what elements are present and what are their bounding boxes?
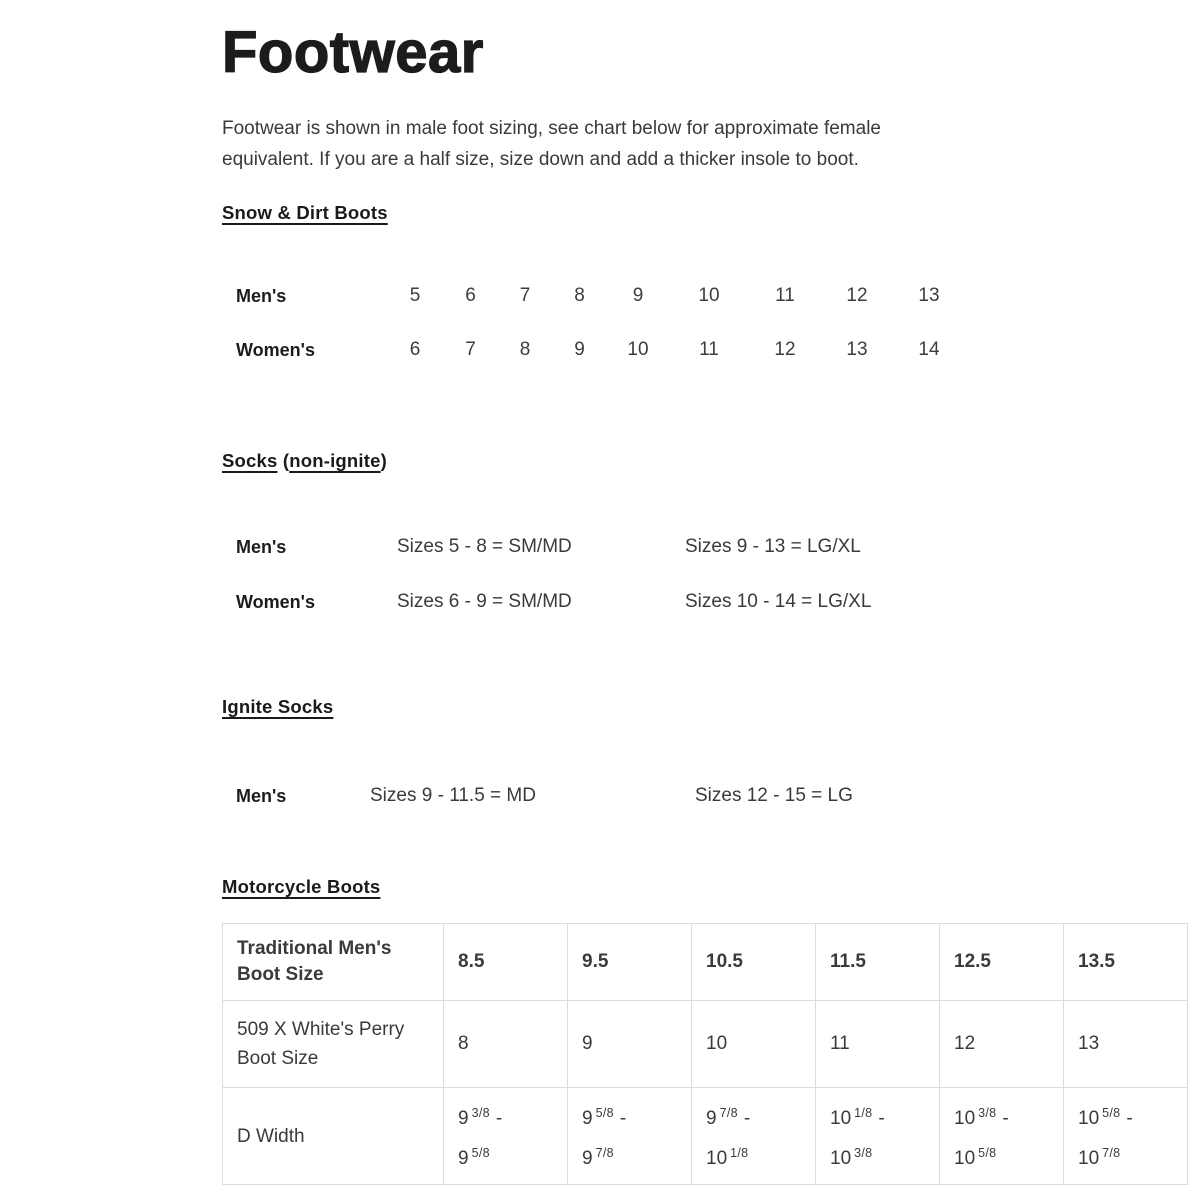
heading-text: Socks	[222, 450, 278, 471]
motorcycle-boots-table	[222, 923, 1188, 1185]
range-separator: -	[878, 1108, 885, 1129]
intro-text	[222, 113, 1012, 175]
perry-boot-size-row	[223, 1001, 1188, 1088]
range-separator: -	[495, 1108, 503, 1129]
table-cell: 11.5	[816, 924, 940, 1001]
section-heading-ignite-socks	[222, 696, 1012, 718]
ignite-socks-size-chart	[222, 784, 1012, 808]
table-row-header: 509 X White's Perry Boot Size	[223, 1001, 444, 1088]
boot-size-value: 8	[574, 285, 585, 306]
width-range-to: 10 $^{3/8}$	[830, 1146, 873, 1169]
row-label-mens: Men's	[236, 285, 287, 306]
table-cell-width-range	[444, 1088, 568, 1185]
boot-size-value: 13	[846, 339, 868, 360]
sock-size-range: Sizes 6 - 9 = SM/MD	[397, 591, 572, 612]
table-cell-width-range	[816, 1088, 940, 1185]
snow-dirt-boots-size-chart	[222, 284, 1012, 362]
table-cell-width-range	[692, 1088, 816, 1185]
heading-text: Motorcycle Boots	[222, 876, 381, 897]
table-cell: 11	[816, 1001, 940, 1088]
row-label-womens: Women's	[236, 591, 315, 612]
width-range-to: 10 $^{1/8}$	[706, 1146, 749, 1169]
table-cell: 10	[692, 1001, 816, 1088]
table-cell: 13	[1064, 1001, 1188, 1088]
boot-size-value: 7	[465, 339, 476, 360]
intro-line-2: equivalent. If you are a half size, size down and add a thicker insole to boot.	[222, 149, 859, 170]
table-cell: 8	[444, 1001, 568, 1088]
mens-boot-size-row	[222, 284, 1012, 308]
width-range-from: 10 $^{3/8}$ -	[954, 1106, 1009, 1129]
womens-socks-row	[222, 590, 1012, 614]
boot-size-value: 12	[774, 339, 796, 360]
paren-close: )	[380, 450, 387, 471]
intro-line-1: Footwear is shown in male foot sizing, see chart below for approximate female	[222, 118, 881, 139]
table-cell: 10.5	[692, 924, 816, 1001]
table-cell-width-range	[940, 1088, 1064, 1185]
heading-text: Ignite Socks	[222, 696, 334, 717]
boot-size-value: 6	[465, 285, 476, 306]
table-cell: 12	[940, 1001, 1064, 1088]
range-separator: -	[1126, 1108, 1133, 1129]
traditional-boot-size-row	[223, 924, 1188, 1001]
table-cell-width-range	[1064, 1088, 1188, 1185]
row-label-mens: Men's	[236, 536, 287, 557]
sock-size-range: Sizes 12 - 15 = LG	[695, 785, 853, 806]
boot-size-value: 11	[699, 339, 719, 360]
section-heading-snow-dirt-boots	[222, 202, 1012, 224]
range-separator: -	[743, 1108, 751, 1129]
width-range-from: 9 $^{3/8}$ -	[458, 1106, 503, 1129]
paren-open: (	[277, 450, 290, 471]
table-cell-width-range	[568, 1088, 692, 1185]
mens-socks-row	[222, 535, 1012, 559]
sock-size-range: Sizes 9 - 13 = LG/XL	[685, 536, 861, 557]
sock-size-range: Sizes 9 - 11.5 = MD	[370, 785, 536, 806]
table-cell: 8.5	[444, 924, 568, 1001]
table-cell: 13.5	[1064, 924, 1188, 1001]
womens-boot-size-row	[222, 338, 1012, 362]
table-cell: 9	[568, 1001, 692, 1088]
row-label-mens: Men's	[236, 785, 287, 806]
boot-size-value: 12	[846, 285, 868, 306]
table-cell: 12.5	[940, 924, 1064, 1001]
boot-size-value: 10	[698, 285, 720, 306]
range-separator: -	[619, 1108, 627, 1129]
table-row-header: D Width	[223, 1088, 444, 1185]
width-range-from: 10 $^{5/8}$ -	[1078, 1106, 1133, 1129]
socks-size-chart	[222, 535, 1012, 614]
boot-size-value: 5	[409, 285, 421, 306]
mens-ignite-socks-row	[222, 784, 1012, 808]
width-range-to: 9 $^{7/8}$	[582, 1146, 614, 1169]
boot-size-value: 8	[519, 339, 531, 360]
heading-text: Snow & Dirt Boots	[222, 202, 388, 223]
boot-size-value: 13	[918, 285, 940, 306]
range-separator: -	[1002, 1108, 1009, 1129]
boot-size-value: 9	[574, 339, 585, 360]
row-label-womens: Women's	[236, 339, 315, 360]
sock-size-range: Sizes 5 - 8 = SM/MD	[397, 536, 572, 557]
boot-size-value: 7	[519, 285, 531, 306]
boot-size-value: 11	[775, 285, 795, 306]
width-range-from: 10 $^{1/8}$ -	[830, 1106, 885, 1129]
page-title: Footwear	[222, 20, 484, 85]
size-chart-page	[222, 0, 1133, 1185]
width-range-from: 9 $^{5/8}$ -	[582, 1106, 627, 1129]
width-range-to: 9 $^{5/8}$	[458, 1146, 490, 1169]
section-heading-motorcycle-boots	[222, 876, 1012, 898]
d-width-row	[223, 1088, 1188, 1185]
width-range-to: 10 $^{5/8}$	[954, 1146, 997, 1169]
sock-size-range: Sizes 10 - 14 = LG/XL	[685, 591, 872, 612]
section-heading-socks-non-ignite	[222, 450, 1012, 472]
heading-qualifier: non-ignite	[289, 450, 381, 471]
boot-size-value: 9	[632, 285, 644, 306]
width-range-to: 10 $^{7/8}$	[1078, 1146, 1121, 1169]
boot-size-value: 10	[627, 339, 649, 360]
table-cell: 9.5	[568, 924, 692, 1001]
boot-size-value: 14	[918, 339, 940, 360]
table-row-header: Traditional Men's Boot Size	[223, 924, 444, 1001]
width-range-from: 9 $^{7/8}$ -	[706, 1106, 751, 1129]
boot-size-value: 6	[409, 339, 421, 360]
